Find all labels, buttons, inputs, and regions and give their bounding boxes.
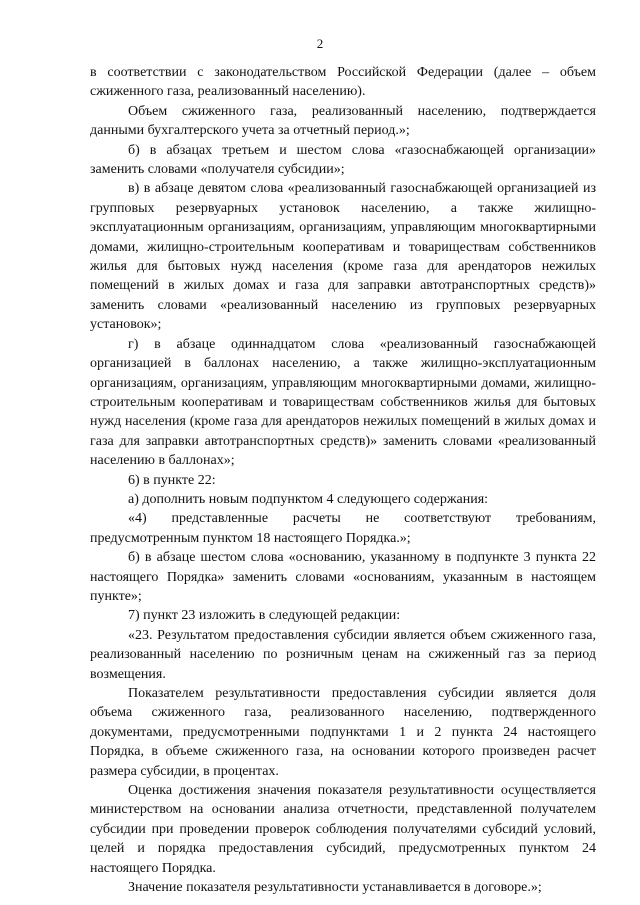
paragraph-item-6a: а) дополнить новым подпунктом 4 следующего содержания: (128, 491, 489, 507)
paragraph-subitem-4: «4) представленные расчеты не соответствуют требованиям, предусмотренным пунктом 18 настоящего Порядка.»; (90, 511, 596, 546)
paragraph-continuation: в соответствии с законодательством Российской Федерации (далее – объем сжиженного газа, реализованный населению). (90, 65, 596, 100)
paragraph-point-23: «23. Результатом предоставления субсидии является объем сжиженного газа, реализованный населению по розничным ценам на сжиженный газ за период возмещения. (90, 627, 596, 682)
paragraph-indicator: Показателем результативности предоставления субсидии является доля объема сжиженного газа, реализованного населению, подтвержденного документами, предусмотренными подпунктами 1 и 2 пункта 24 настоящего Порядка, в объеме сжиженного газа, на основании которого произведен расчет размера субсидии, в процентах. (90, 686, 596, 779)
paragraph-volume-confirmation: Объем сжиженного газа, реализованный населению, подтверждается данными бухгалтерского учета за отчетный период.»; (90, 103, 596, 139)
paragraph-item-7: 7) пункт 23 изложить в следующей редакции: (128, 608, 401, 624)
paragraph-amendment-v: в) в абзаце девятом слова «реализованный газоснабжающей организацией из групповых резервуарных установок населению, а также жилищно-эксплуатационным организациям, организациям, управляющим многоквартирными домами, жилищно-строительным кооперативам и товариществам собственников жилья для бытовых нужд населения (кроме газа для арендаторов нежилых помещений в жилых домах и газа для заправки автотранспортных средств)» заменить словами «реализованный населению из групповых резервуарных установок»; (90, 181, 596, 333)
page-number: 2 (316, 36, 324, 51)
paragraph-item-6b: б) в абзаце шестом слова «основанию, указанному в подпункте 3 пункта 22 настоящего Порядка» заменить словами «основаниям, указанным в настоящем пункте»; (90, 550, 596, 604)
paragraph-assessment: Оценка достижения значения показателя результативности осуществляется министерством на основании анализа отчетности, представленной получателем субсидии при проведении проверок соблюдения получателями субсидий условий, целей и порядка предоставления субсидий, предусмотренных пунктом 24 настоящего Порядка. (90, 783, 596, 876)
paragraph-item-6: 6) в пункте 22: (128, 472, 216, 488)
paragraph-amendment-g: г) в абзаце одиннадцатом слова «реализованный газоснабжающей организацией в баллонах населению, а также жилищно-эксплуатационным организациям, организациям, управляющим многоквартирными домами, жилищно-строительным кооперативам и товариществам собственников жилья для бытовых нужд населения (кроме газа для арендаторов нежилых помещений в жилых домах и газа для заправки автотранспортных средств)» заменить словами «реализованный населению в баллонах»; (90, 336, 596, 469)
paragraph-amendment-b: б) в абзацах третьем и шестом слова «газоснабжающей организации» заменить словами «получателя субсидии»; (90, 142, 596, 178)
paragraph-indicator-value: Значение показателя результативности устанавливается в договоре.»; (128, 880, 542, 896)
document-body (90, 63, 596, 897)
